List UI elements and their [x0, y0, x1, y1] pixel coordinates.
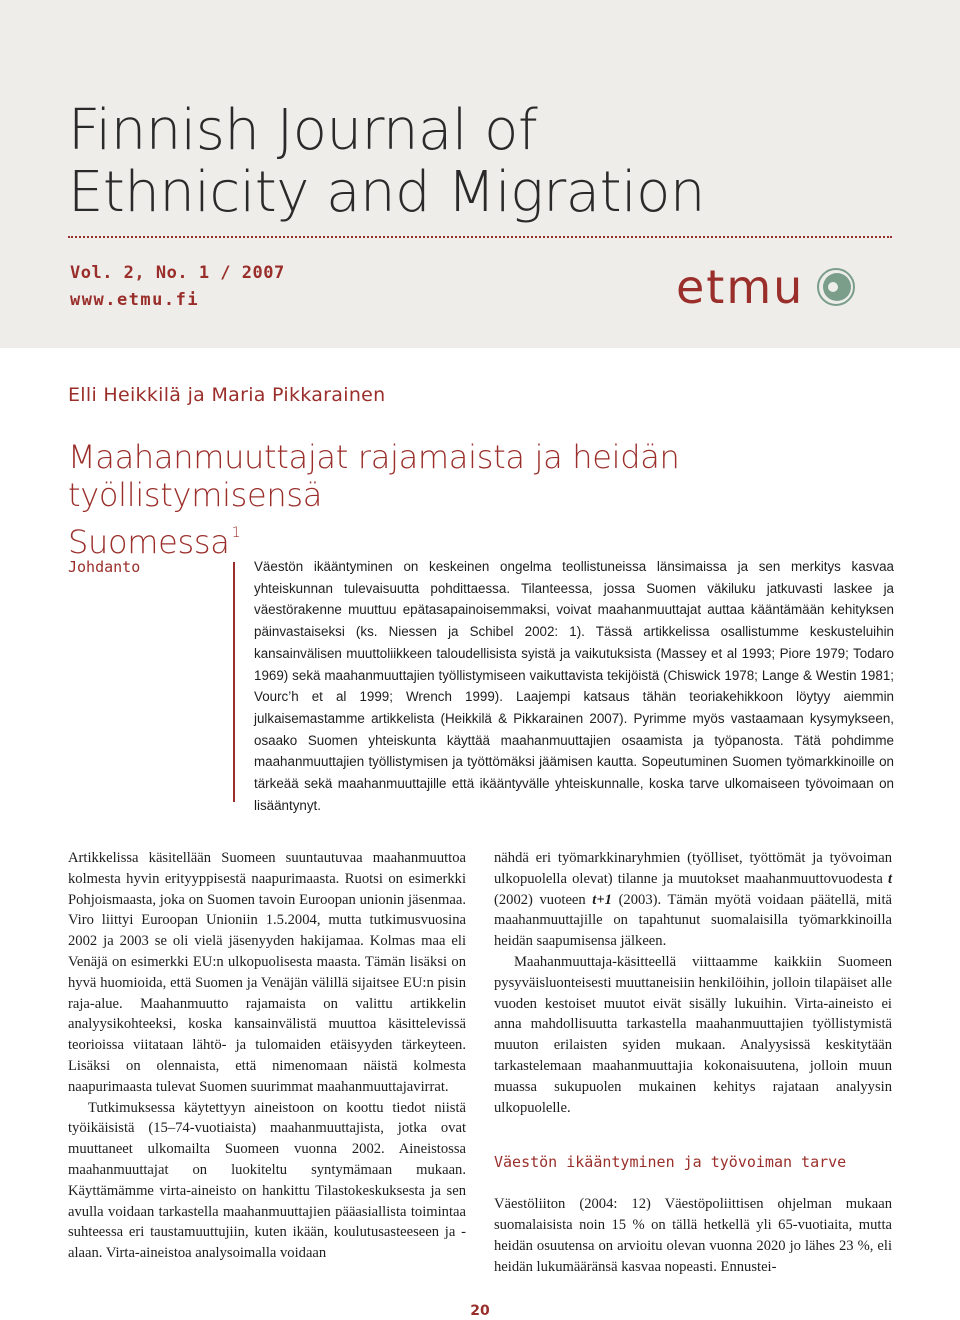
text-run: nähdä eri työmarkkinaryhmien (työlliset, työttömät ja työvoiman ulkopuolella olevat) tilanne ja muutokset maahanmuuttovuodesta — [494, 850, 892, 887]
logo-text: etmu — [676, 260, 805, 314]
journal-title-line2: Ethnicity and Migration — [68, 160, 705, 225]
article-title — [68, 438, 908, 561]
text-run: (2002) vuoteen — [494, 891, 593, 908]
journal-title — [68, 100, 888, 224]
body-paragraph — [494, 848, 892, 952]
title-footnote-marker[interactable]: 1 — [231, 525, 241, 541]
etmu-logo — [676, 262, 856, 312]
journal-header — [0, 0, 960, 348]
article-authors: Elli Heikkilä ja Maria Pikkarainen — [68, 384, 386, 406]
article-title-line1: Maahanmuuttajat rajamaista ja heidän työllistymisensä — [68, 438, 680, 514]
journal-title-line1: Finnish Journal of — [68, 98, 538, 163]
emphasis-t1: t+1 — [592, 891, 612, 908]
body-paragraph: Tutkimuksessa käytettyyn aineistoon on koottu tiedot niistä työikäisistä (15–74-vuotiaista) maahanmuuttajista, jotka ovat muuttaneet ulkomailta Suomeen vuonna 2002. Aineistossa maahanmuuttajat on luokiteltu syntymämaan mukaan. Käyttämämme virta-aineisto on hankittu Tilastokeskuksesta ja sen avulla voidaan tarkastella maahanmuuttajien pääasiallista toimintaa suhteessa eri taustamuuttujiin, kuten ikään, koulutusasteeseen ja -alaan. Virta-aineistoa analysoimalla voidaan — [68, 1099, 466, 1262]
emphasis-t: t — [887, 870, 892, 887]
text-run: (2003). Tämän myötä voidaan päätellä, mitä maahanmuuttajille on tapahtunut suomalaisilla työmarkkinoilla heidän saapumisensa jälkeen. — [494, 891, 892, 950]
spiral-logo-icon — [816, 267, 856, 307]
page-number: 20 — [470, 1303, 490, 1319]
intro-heading: Johdanto — [68, 558, 141, 576]
website-link[interactable]: www.etmu.fi — [70, 290, 200, 310]
body-paragraph: Artikkelissa käsitellään Suomeen suuntautuvaa maahanmuuttoa kolmesta hyvin erityyppisestä naapurimaasta. Ruotsi on esimerkki Pohjoismaasta, joka on Suomen tavoin Euroopan unionin jäsenmaa. Viro liittyi Euroopan Unioniin 1.5.2004, mutta tutkimusvuosina 2002 ja 2003 se oli vielä jäsenyyden hakijamaa. Kolmas maa eli Venäjä on esimerkki EU:n ulkopuolisesta maasta. Tämän lisäksi on hyvä huomioida, että Suomen ja Venäjän välillä sijaitsee EU:n pisin raja-alue. Maahanmuutto rajamaista on valittu artikkelin analyysikohteeksi, koska kansainvälistä muuttoa käsittelevissä teorioissa viitataan lähtö- ja tulomaiden etäisyyden tärkeyteen. Lisäksi on olennaista, että nimenomaan näistä kolmesta naapurimaasta tulevat Suomen suurimmat maahanmuuttajavirrat. — [68, 850, 466, 1095]
body-paragraph: Maahanmuuttaja-käsitteellä viittaamme kaikkiin Suomeen pysyväisluonteisesti muuttaneisiin henkilöihin, jolloin tilapäiset alle vuoden kestoiset muutot eivät sisälly lukuihin. Virta-aineisto ei anna mahdollisuutta tarkastella maahanmuuttajien työllistymistä muuton erilaisten syiden mukaan. Analyysissä keskitytään tarkastelemaan maahanmuuttajia kokonaisuutena, jolloin muun muassa sukupuolen mukainen kehitys rajataan analyysin ulkopuolelle. — [494, 953, 892, 1116]
body-column-left — [68, 848, 466, 1264]
body-column-right — [494, 848, 892, 1278]
intro-paragraph: Väestön ikääntyminen on keskeinen ongelma teollistuneissa länsimaissa ja sen merkitys kasvaa yhteiskunnan tulevaisuutta pohdittaessa. Tilanteessa, jossa Suomen väkiluku jatkuvasti laskee ja väestörakenne muuttuu epätasapainoisemmaksi, voivat maahanmuuttajat auttaa kääntämään kehityksen päinvastaiseksi (ks. Niessen ja Schibel 2002: 1). Tässä artikkelissa osallistumme keskusteluihin kansainvälisen muuttoliikkeen taloudellisista syistä ja vaikutuksista (Massey et al 1993; Piore 1979; Todaro 1969) sekä maahanmuuttajien työllistymiseen vaikuttavista tekijöistä (Chiswick 1978; Lange & Westin 1981; Vourc’h et al 1999; Wrench 1999). Laajempi katsaus tähän teoriakehikkoon löytyy aiemmin julkaisemastamme artikkelista (Heikkilä & Pikkarainen 2007). Pyrimme myös vastaamaan kysymykseen, osaako Suomen yhteiskunta käyttää maahanmuuttajien osaamista ja työpanosta. Tätä pohdimme maahanmuuttajien työllistymisen ja työttömäksi jäämisen kautta. Sopeutuminen Suomen työmarkkinoille on tärkeää sekä maahanmuuttajille että ikääntyvälle yhteiskunnalle, koska tarve ulkomaiseen työvoimaan on lisääntynyt. — [254, 559, 894, 813]
volume-info: Vol. 2, No. 1 / 2007 — [70, 263, 285, 283]
body-paragraph: Väestöliiton (2004: 12) Väestöpoliittisen ohjelman mukaan suomalaisista noin 15 % on tällä hetkellä yli 65-vuotiaita, mutta heidän osuutensa on arvioitu olevan vuonna 2020 jo lähes 23 %, eli heidän lukumääränsä kasvaa nopeasti. Ennustei- — [494, 1196, 892, 1275]
dotted-divider — [68, 236, 892, 238]
intro-vertical-rule — [233, 562, 235, 802]
article-title-line2: Suomessa — [68, 523, 230, 561]
section-heading: Väestön ikääntyminen ja työvoiman tarve — [494, 1153, 847, 1172]
